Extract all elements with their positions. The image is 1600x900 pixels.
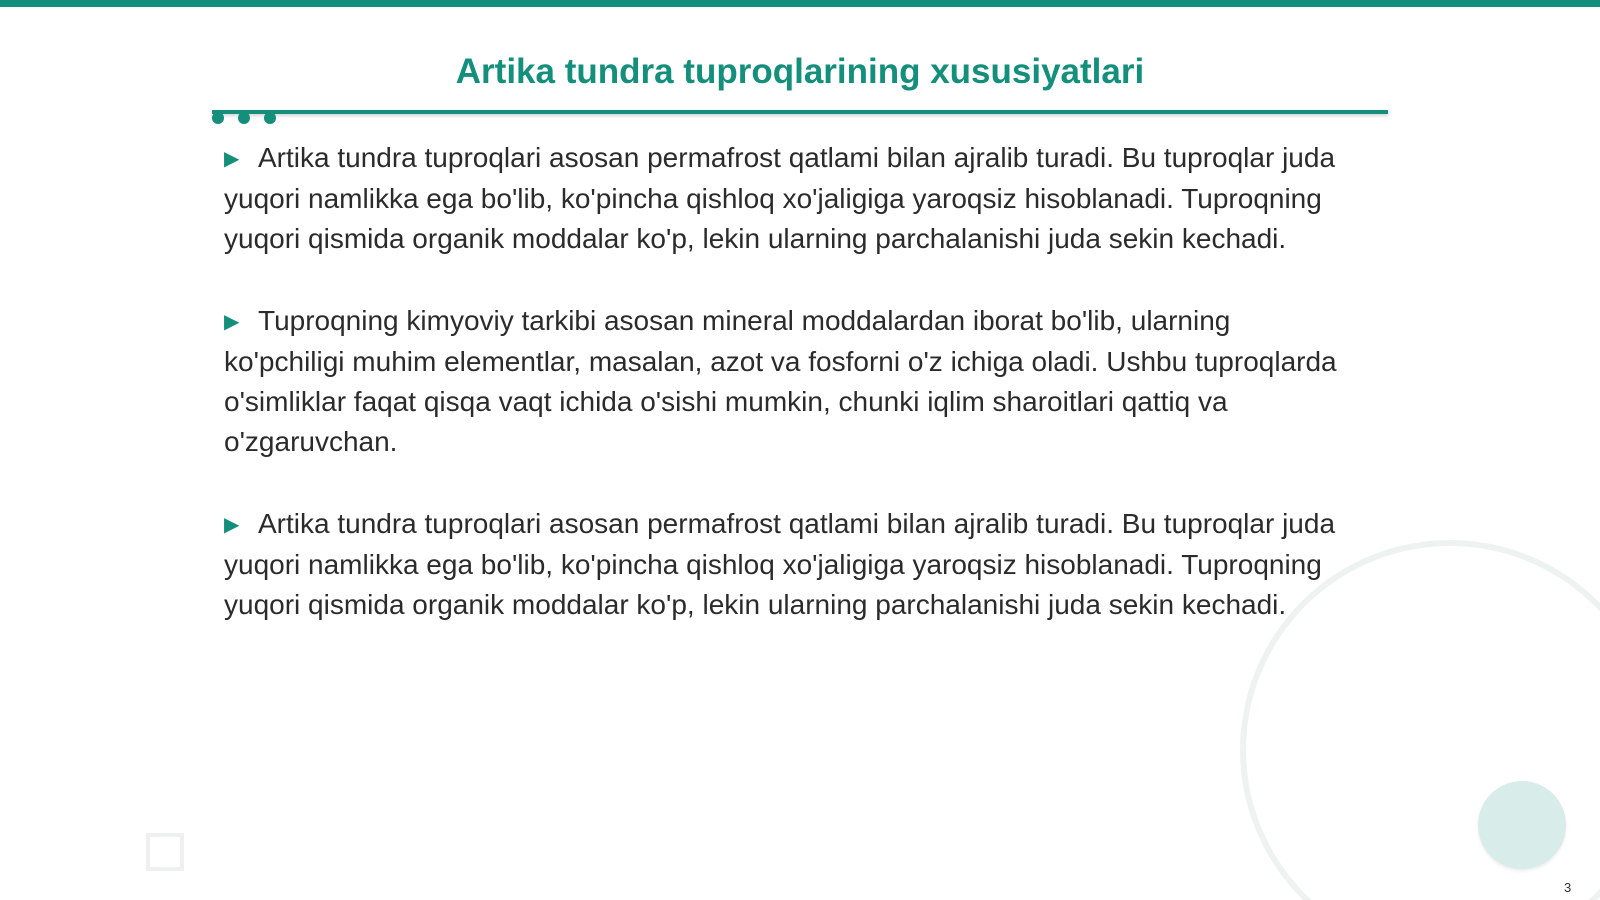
underline-dot: [264, 112, 276, 124]
decorative-circle: [1478, 781, 1566, 869]
page-number: 3: [1564, 880, 1572, 895]
top-accent-bar: [0, 0, 1600, 7]
triangle-right-icon: ▶: [224, 148, 240, 170]
bullet-text: Tuproqning kimyoviy tarkibi asosan mineral moddalardan iborat bo'lib, ularning ko'pchiligi muhim elementlar, masalan, azot va fosforni o'z ichiga oladi. Ushbu tuproqlarda o'simliklar faqat qisqa vaqt ichida o'sishi mumkin, chunki iqlim sharoitlari qattiq va o'zgaruvchan.: [224, 305, 1337, 457]
triangle-right-icon: ▶: [224, 514, 240, 536]
underline-dot: [212, 112, 224, 124]
bullet-text: Artika tundra tuproqlari asosan permafrost qatlami bilan ajralib turadi. Bu tuproqlar juda yuqori namlikka ega bo'lib, ko'pincha qishloq xo'jaligiga yaroqsiz hisoblanadi. Tuproqning yuqori qismida organik moddalar ko'p, lekin ularning parchalanishi juda sekin kechadi.: [224, 142, 1336, 254]
triangle-right-icon: ▶: [224, 311, 240, 333]
bullet-item: [224, 504, 1340, 625]
underline-dot: [238, 112, 250, 124]
bullet-text: Artika tundra tuproqlari asosan permafrost qatlami bilan ajralib turadi. Bu tuproqlar juda yuqori namlikka ega bo'lib, ko'pincha qishloq xo'jaligiga yaroqsiz hisoblanadi. Tuproqning yuqori qismida organik moddalar ko'p, lekin ularning parchalanishi juda sekin kechadi.: [224, 508, 1336, 620]
bullet-list: [224, 138, 1340, 667]
decorative-square: [146, 833, 184, 871]
slide-title: Artika tundra tuproqlarining xususiyatlari: [455, 52, 1145, 91]
bullet-item: [224, 301, 1340, 462]
bullet-item: [224, 138, 1340, 259]
title-underline: [212, 110, 1388, 114]
